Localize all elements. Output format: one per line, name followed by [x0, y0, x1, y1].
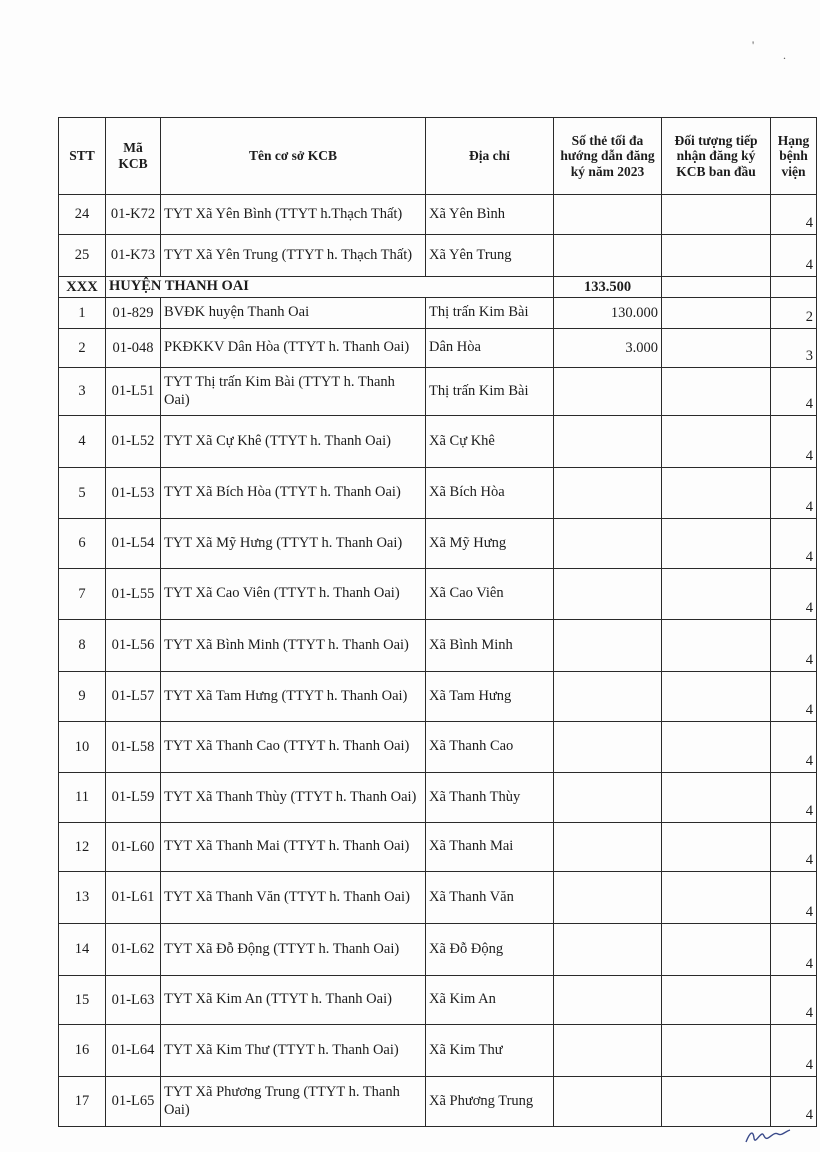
- cell-code: 01-L62: [106, 924, 161, 976]
- cell-target: [662, 620, 771, 672]
- cell-address: Xã Kim An: [426, 976, 554, 1025]
- cell-address: Xã Thanh Cao: [426, 722, 554, 773]
- cell-stt: 5: [59, 468, 106, 519]
- cell-code: 01-L51: [106, 368, 161, 416]
- cell-address: Xã Yên Bình: [426, 195, 554, 235]
- cell-target: [662, 519, 771, 569]
- cell-stt: 7: [59, 569, 106, 620]
- cell-max-cards: [554, 1025, 662, 1077]
- cell-target: [662, 368, 771, 416]
- cell-address: Xã Đỗ Động: [426, 924, 554, 976]
- cell-target: [662, 298, 771, 329]
- header-name: Tên cơ sở KCB: [161, 118, 426, 195]
- cell-name: TYT Xã Bích Hòa (TTYT h. Thanh Oai): [161, 468, 426, 519]
- table-row: [59, 620, 817, 672]
- table-row: [59, 329, 817, 368]
- header-stt: STT: [59, 118, 106, 195]
- cell-address: Thị trấn Kim Bài: [426, 368, 554, 416]
- cell-rank: 4: [771, 235, 817, 277]
- table-row: [59, 924, 817, 976]
- cell-name: TYT Xã Thanh Thùy (TTYT h. Thanh Oai): [161, 773, 426, 823]
- table-row: [59, 235, 817, 277]
- cell-name: TYT Xã Thanh Cao (TTYT h. Thanh Oai): [161, 722, 426, 773]
- cell-rank: 2: [771, 298, 817, 329]
- cell-max-cards: [554, 872, 662, 924]
- cell-stt: 13: [59, 872, 106, 924]
- cell-stt: 9: [59, 672, 106, 722]
- cell-name: TYT Xã Kim An (TTYT h. Thanh Oai): [161, 976, 426, 1025]
- cell-target: [662, 277, 771, 298]
- cell-rank: 4: [771, 519, 817, 569]
- cell-address: Xã Phương Trung: [426, 1077, 554, 1127]
- table-row: [59, 519, 817, 569]
- cell-rank: [771, 277, 817, 298]
- cell-target: [662, 773, 771, 823]
- cell-stt: 11: [59, 773, 106, 823]
- cell-rank: 4: [771, 722, 817, 773]
- cell-max-cards: [554, 976, 662, 1025]
- cell-stt: 14: [59, 924, 106, 976]
- table-row: [59, 298, 817, 329]
- cell-rank: 4: [771, 773, 817, 823]
- scan-mark: ': [752, 38, 755, 52]
- cell-address: Xã Thanh Thùy: [426, 773, 554, 823]
- cell-stt: 15: [59, 976, 106, 1025]
- cell-name: BVĐK huyện Thanh Oai: [161, 298, 426, 329]
- cell-code: 01-L65: [106, 1077, 161, 1127]
- cell-max-cards: [554, 416, 662, 468]
- cell-code: 01-L58: [106, 722, 161, 773]
- table-row: [59, 1025, 817, 1077]
- cell-max-cards: [554, 924, 662, 976]
- cell-stt: 3: [59, 368, 106, 416]
- cell-max-cards: [554, 519, 662, 569]
- cell-max-cards: [554, 1077, 662, 1127]
- cell-address: Xã Thanh Văn: [426, 872, 554, 924]
- cell-stt: XXX: [59, 277, 106, 298]
- cell-code: 01-L54: [106, 519, 161, 569]
- cell-code: 01-048: [106, 329, 161, 368]
- cell-stt: 4: [59, 416, 106, 468]
- cell-code: 01-L56: [106, 620, 161, 672]
- cell-stt: 8: [59, 620, 106, 672]
- table-row: [59, 823, 817, 872]
- cell-rank: 4: [771, 924, 817, 976]
- cell-rank: 4: [771, 416, 817, 468]
- cell-code: 01-L60: [106, 823, 161, 872]
- cell-code: 01-L64: [106, 1025, 161, 1077]
- cell-address: Xã Bình Minh: [426, 620, 554, 672]
- cell-code: 01-K72: [106, 195, 161, 235]
- cell-address: Xã Kim Thư: [426, 1025, 554, 1077]
- cell-target: [662, 1025, 771, 1077]
- cell-name: TYT Xã Phương Trung (TTYT h. Thanh Oai): [161, 1077, 426, 1127]
- cell-max-cards: [554, 195, 662, 235]
- cell-address: Xã Cao Viên: [426, 569, 554, 620]
- cell-max-cards: [554, 468, 662, 519]
- cell-name: PKĐKKV Dân Hòa (TTYT h. Thanh Oai): [161, 329, 426, 368]
- cell-address: Xã Yên Trung: [426, 235, 554, 277]
- cell-rank: 4: [771, 672, 817, 722]
- header-target: Đối tượng tiếp nhận đăng ký KCB ban đầu: [662, 118, 771, 195]
- cell-name: TYT Xã Cự Khê (TTYT h. Thanh Oai): [161, 416, 426, 468]
- cell-stt: 12: [59, 823, 106, 872]
- cell-target: [662, 672, 771, 722]
- cell-code: 01-L53: [106, 468, 161, 519]
- table-row: [59, 722, 817, 773]
- table-row: [59, 368, 817, 416]
- header-rank: Hạng bệnh viện: [771, 118, 817, 195]
- signature-mark: [744, 1124, 792, 1148]
- cell-rank: 3: [771, 329, 817, 368]
- cell-rank: 4: [771, 569, 817, 620]
- table-row: [59, 468, 817, 519]
- cell-max-cards: 133.500: [554, 277, 662, 298]
- cell-name: TYT Xã Yên Bình (TTYT h.Thạch Thất): [161, 195, 426, 235]
- cell-target: [662, 195, 771, 235]
- cell-code: 01-L52: [106, 416, 161, 468]
- cell-address: Xã Bích Hòa: [426, 468, 554, 519]
- table-row: [59, 1077, 817, 1127]
- cell-code: 01-L55: [106, 569, 161, 620]
- scan-mark: .: [783, 48, 786, 62]
- cell-rank: 4: [771, 195, 817, 235]
- table-row: [59, 976, 817, 1025]
- cell-name: TYT Thị trấn Kim Bài (TTYT h. Thanh Oai): [161, 368, 426, 416]
- cell-name: TYT Xã Thanh Mai (TTYT h. Thanh Oai): [161, 823, 426, 872]
- cell-target: [662, 329, 771, 368]
- cell-code: 01-K73: [106, 235, 161, 277]
- cell-stt: 2: [59, 329, 106, 368]
- cell-max-cards: [554, 773, 662, 823]
- header-max-cards: Số thẻ tối đa hướng dẫn đăng ký năm 2023: [554, 118, 662, 195]
- table-row: [59, 872, 817, 924]
- cell-name: TYT Xã Yên Trung (TTYT h. Thạch Thất): [161, 235, 426, 277]
- cell-address: Xã Mỹ Hưng: [426, 519, 554, 569]
- cell-max-cards: [554, 235, 662, 277]
- cell-name: TYT Xã Mỹ Hưng (TTYT h. Thanh Oai): [161, 519, 426, 569]
- cell-stt: 25: [59, 235, 106, 277]
- table-row: [59, 569, 817, 620]
- cell-target: [662, 235, 771, 277]
- facility-table: [58, 117, 817, 1127]
- cell-rank: 4: [771, 368, 817, 416]
- cell-stt: 16: [59, 1025, 106, 1077]
- cell-rank: 4: [771, 976, 817, 1025]
- cell-stt: 6: [59, 519, 106, 569]
- cell-max-cards: [554, 569, 662, 620]
- cell-target: [662, 468, 771, 519]
- cell-rank: 4: [771, 468, 817, 519]
- cell-name: TYT Xã Cao Viên (TTYT h. Thanh Oai): [161, 569, 426, 620]
- cell-rank: 4: [771, 1077, 817, 1127]
- header-address: Địa chỉ: [426, 118, 554, 195]
- cell-rank: 4: [771, 1025, 817, 1077]
- cell-section-name: HUYỆN THANH OAI: [106, 277, 554, 298]
- cell-max-cards: 3.000: [554, 329, 662, 368]
- cell-address: Xã Thanh Mai: [426, 823, 554, 872]
- table-row: [59, 195, 817, 235]
- cell-target: [662, 1077, 771, 1127]
- cell-max-cards: [554, 672, 662, 722]
- cell-rank: 4: [771, 823, 817, 872]
- cell-target: [662, 823, 771, 872]
- cell-target: [662, 976, 771, 1025]
- cell-target: [662, 722, 771, 773]
- cell-max-cards: [554, 722, 662, 773]
- cell-address: Xã Tam Hưng: [426, 672, 554, 722]
- cell-name: TYT Xã Tam Hưng (TTYT h. Thanh Oai): [161, 672, 426, 722]
- cell-max-cards: [554, 368, 662, 416]
- cell-max-cards: [554, 823, 662, 872]
- cell-name: TYT Xã Đỗ Động (TTYT h. Thanh Oai): [161, 924, 426, 976]
- cell-name: TYT Xã Bình Minh (TTYT h. Thanh Oai): [161, 620, 426, 672]
- header-code: Mã KCB: [106, 118, 161, 195]
- cell-stt: 24: [59, 195, 106, 235]
- table-header-row: [59, 118, 817, 195]
- cell-code: 01-L61: [106, 872, 161, 924]
- cell-target: [662, 924, 771, 976]
- cell-stt: 1: [59, 298, 106, 329]
- table-row: [59, 672, 817, 722]
- cell-address: Dân Hòa: [426, 329, 554, 368]
- cell-name: TYT Xã Kim Thư (TTYT h. Thanh Oai): [161, 1025, 426, 1077]
- cell-address: Xã Cự Khê: [426, 416, 554, 468]
- cell-code: 01-L59: [106, 773, 161, 823]
- section-row: [59, 277, 817, 298]
- cell-stt: 17: [59, 1077, 106, 1127]
- cell-max-cards: 130.000: [554, 298, 662, 329]
- cell-rank: 4: [771, 872, 817, 924]
- cell-name: TYT Xã Thanh Văn (TTYT h. Thanh Oai): [161, 872, 426, 924]
- cell-target: [662, 872, 771, 924]
- table-row: [59, 773, 817, 823]
- cell-address: Thị trấn Kim Bài: [426, 298, 554, 329]
- cell-code: 01-L63: [106, 976, 161, 1025]
- cell-rank: 4: [771, 620, 817, 672]
- table-body: [59, 195, 817, 1127]
- cell-target: [662, 569, 771, 620]
- table-row: [59, 416, 817, 468]
- cell-code: 01-829: [106, 298, 161, 329]
- cell-code: 01-L57: [106, 672, 161, 722]
- cell-stt: 10: [59, 722, 106, 773]
- cell-max-cards: [554, 620, 662, 672]
- cell-target: [662, 416, 771, 468]
